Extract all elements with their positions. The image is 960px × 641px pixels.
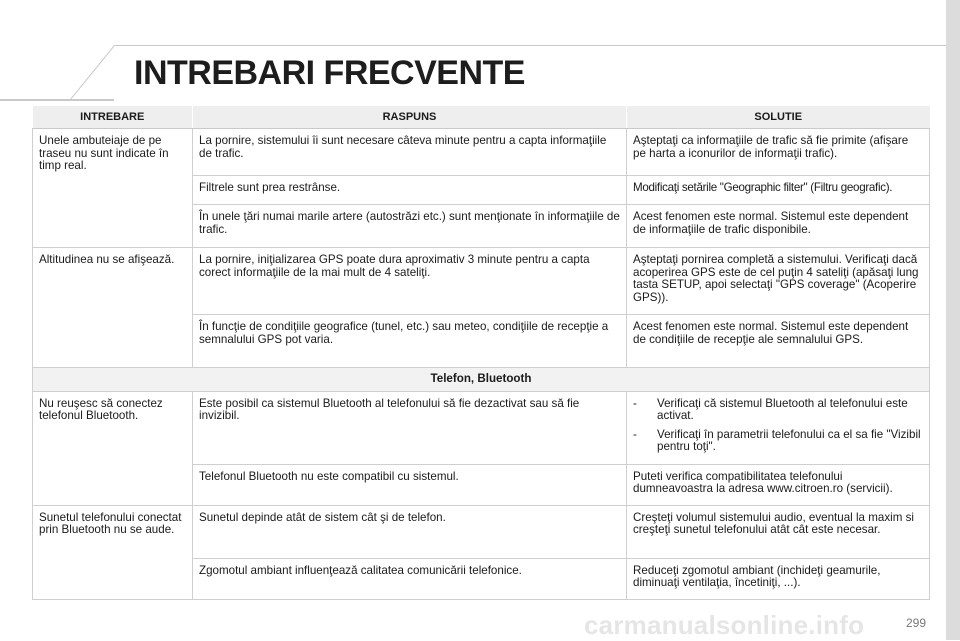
solution-list: [633, 398, 923, 454]
question-cell: Sunetul telefonului conectat prin Bluetooth nu se aude.: [33, 505, 193, 599]
list-item: [633, 398, 923, 423]
page-title: INTREBARI FRECVENTE: [134, 54, 525, 92]
solution-cell: Puteti verifica compatibilitatea telefonului dumneavoastra la adresa www.citroen.ro (servicii).: [627, 464, 930, 505]
table-row: [33, 248, 930, 315]
page-number: 299: [906, 616, 927, 630]
header-solution: SOLUTIE: [627, 106, 930, 129]
answer-cell: La pornire, iniţializarea GPS poate dura aproximativ 3 minute pentru a capta corect informaţiile de la mai mult de 4 sateliţi.: [193, 248, 627, 315]
answer-cell: În unele ţări numai marile artere (autostrăzi etc.) sunt menţionate în informaţiile de trafic.: [193, 205, 627, 248]
solution-cell: Aşteptaţi ca informaţiile de trafic să fie primite (afişare pe harta a iconurilor de informaţii trafic).: [627, 129, 930, 176]
answer-cell: Telefonul Bluetooth nu este compatibil cu sistemul.: [193, 464, 627, 505]
page-edge-strip: [946, 0, 960, 640]
answer-cell: Filtrele sunt prea restrânse.: [193, 176, 627, 205]
list-dash: -: [633, 427, 637, 441]
answer-cell: Sunetul depinde atât de sistem cât şi de telefon.: [193, 505, 627, 558]
solution-cell: Aşteptaţi pornirea completă a sistemului. Verificaţi dacă acoperirea GPS este de cel puţin 4 sateliţi (apăsaţi lung tasta SETUP, apoi selectaţi "GPS coverage" (Acoperire GPS)).: [627, 248, 930, 315]
solution-cell: [627, 391, 930, 464]
section-title: Telefon, Bluetooth: [33, 368, 930, 392]
question-cell: Altitudinea nu se afişează.: [33, 248, 193, 368]
table-row: [33, 391, 930, 464]
faq-table: [32, 106, 930, 600]
solution-cell: Reduceţi zgomotul ambiant (inchideţi geamurile, diminuaţi ventilaţia, încetiniţi, ...).: [627, 558, 930, 599]
solution-cell: Acest fenomen este normal. Sistemul este dependent de informaţiile de trafic disponibile.: [627, 205, 930, 248]
answer-cell: Este posibil ca sistemul Bluetooth al telefonului să fie dezactivat sau să fie invizibil.: [193, 391, 627, 464]
section-row: [33, 368, 930, 392]
header-question: INTREBARE: [33, 106, 193, 129]
list-item: [633, 429, 923, 454]
answer-cell: Zgomotul ambiant influenţează calitatea comunicării telefonice.: [193, 558, 627, 599]
answer-cell: În funcţie de condiţiile geografice (tunel, etc.) sau meteo, condiţiile de recepţie a semnalului GPS pot varia.: [193, 315, 627, 368]
answer-cell: La pornire, sistemului îi sunt necesare câteva minute pentru a capta informaţiile de trafic.: [193, 129, 627, 176]
list-item-text: Verificaţi că sistemul Bluetooth al telefonului este activat.: [657, 396, 908, 422]
table-row: [33, 505, 930, 558]
question-cell: Unele ambuteiaje de pe traseu nu sunt indicate în timp real.: [33, 129, 193, 248]
list-dash: -: [633, 396, 637, 410]
header-answer: RASPUNS: [193, 106, 627, 129]
solution-cell: Creşteţi volumul sistemului audio, eventual la maxim si creşteţi sunetul telefonului atât cât este necesar.: [627, 505, 930, 558]
watermark: carmanualsonline.info: [584, 610, 865, 640]
solution-cell: Modificaţi setările "Geographic filter" (Filtru geografic).: [627, 176, 930, 205]
solution-cell: Acest fenomen este normal. Sistemul este dependent de condiţiile de recepţie ale semnalului GPS.: [627, 315, 930, 368]
question-cell: Nu reuşesc să conectez telefonul Bluetooth.: [33, 391, 193, 505]
table-row: [33, 129, 930, 176]
header-notch: [70, 45, 116, 100]
table-header-row: [33, 106, 930, 129]
list-item-text: Verificaţi în parametrii telefonului ca el sa fie "Vizibil pentru toţi".: [657, 427, 921, 453]
